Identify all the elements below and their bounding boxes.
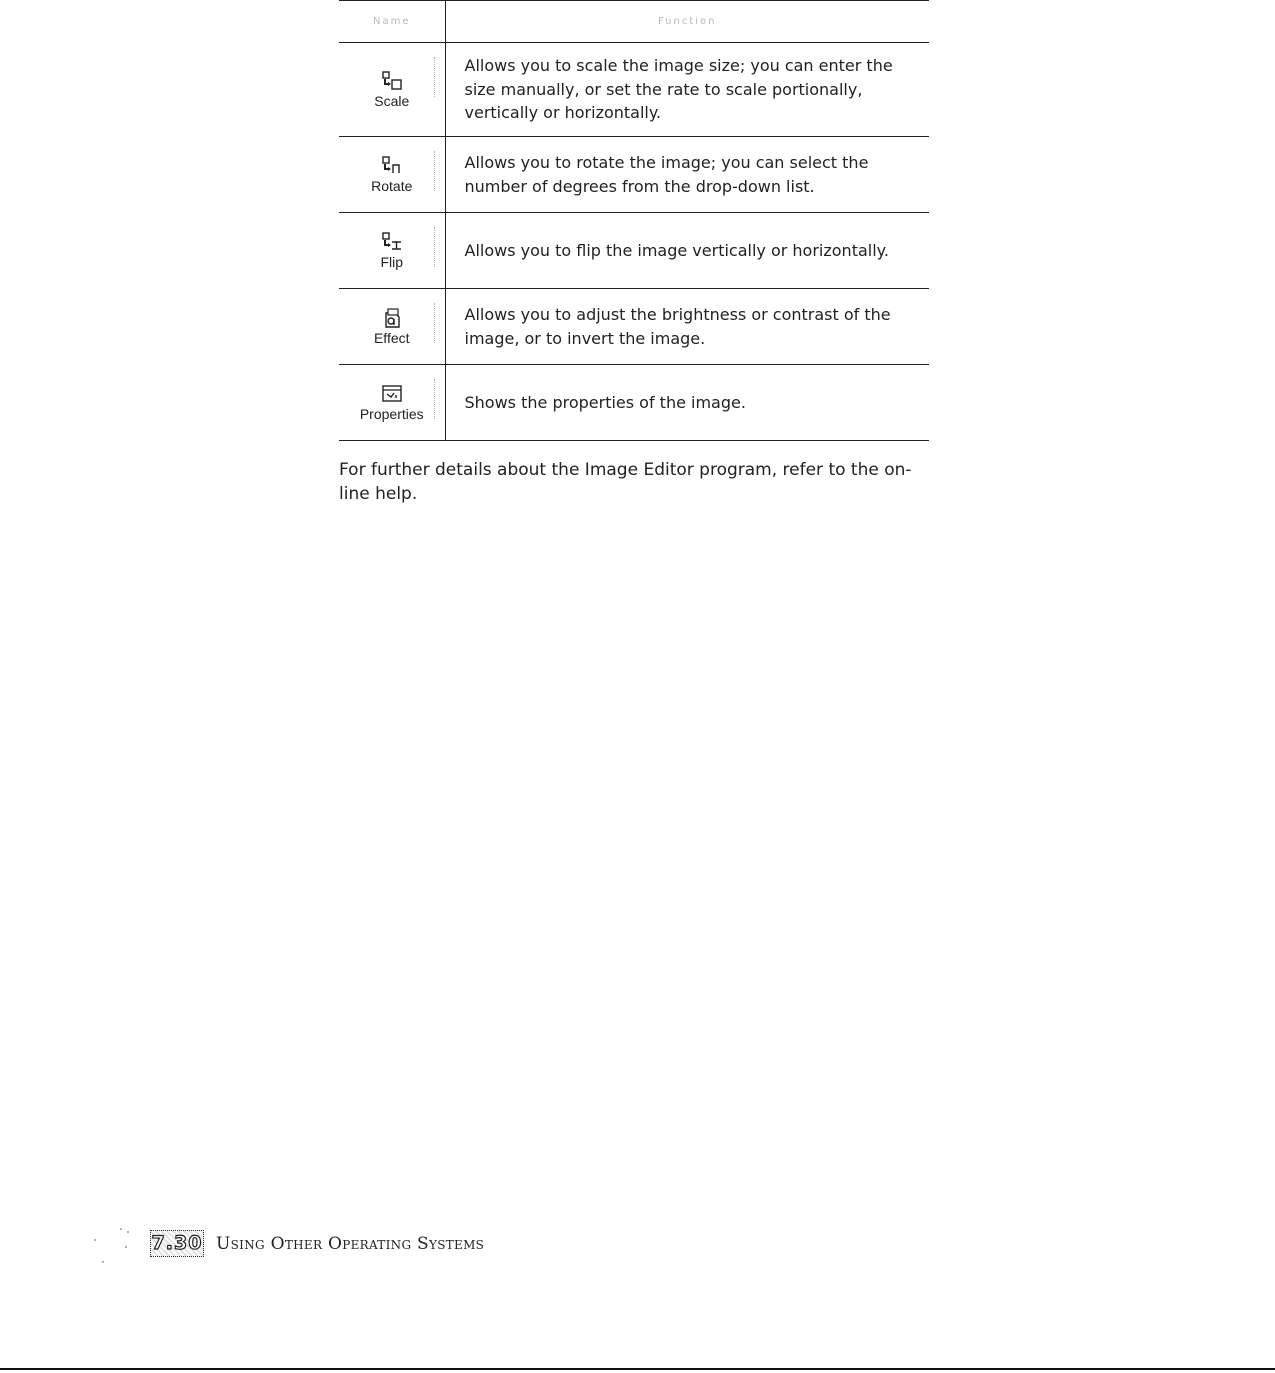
table-header-row (339, 1, 929, 43)
effect-button[interactable] (374, 307, 410, 347)
rotate-button[interactable] (371, 155, 412, 195)
tool-label: Flip (380, 253, 404, 270)
header-name: Name (339, 1, 445, 43)
tool-cell-properties (339, 365, 445, 441)
properties-button[interactable] (360, 383, 424, 423)
tool-description: Allows you to flip the image vertically or horizontally. (445, 213, 929, 289)
tool-cell-scale (339, 43, 445, 137)
tool-cell-rotate (339, 137, 445, 213)
tool-reference-table (339, 0, 929, 441)
dotted-edge (428, 151, 435, 191)
rotate-icon (380, 155, 404, 177)
effect-icon (380, 307, 404, 329)
tool-cell-effect (339, 289, 445, 365)
tool-label: Scale (374, 92, 410, 109)
tool-description: Shows the properties of the image. (445, 365, 929, 441)
flip-icon (380, 231, 404, 253)
flip-button[interactable] (380, 231, 404, 271)
table-row (339, 365, 929, 441)
dotted-edge (428, 303, 435, 343)
properties-icon (380, 383, 404, 405)
scan-specks (93, 1226, 143, 1266)
tool-description: Allows you to adjust the brightness or contrast of the image, or to invert the image. (445, 289, 929, 365)
table-row (339, 43, 929, 137)
running-title: Using Other Operating Systems (216, 1233, 485, 1254)
dotted-edge (428, 227, 435, 267)
page-number-badge: 7.30 (150, 1230, 204, 1257)
tool-label: Effect (373, 329, 410, 346)
scale-icon (380, 70, 404, 92)
tool-description: Allows you to scale the image size; you can enter the size manually, or set the rate to scale portionally, vertically or horizontally. (445, 43, 929, 137)
page-footer (150, 1230, 484, 1257)
tool-cell-flip (339, 213, 445, 289)
table-row (339, 213, 929, 289)
page-bottom-rule (0, 1368, 1275, 1370)
scale-button[interactable] (374, 70, 409, 110)
dotted-edge (428, 379, 435, 419)
table-row (339, 289, 929, 365)
header-function: Function (445, 1, 929, 43)
tool-label: Properties (359, 405, 424, 422)
table-row (339, 137, 929, 213)
further-details-note: For further details about the Image Editor program, refer to the on-line help. (339, 460, 912, 504)
tool-label: Rotate (371, 177, 413, 194)
dotted-edge (428, 57, 435, 97)
tool-description: Allows you to rotate the image; you can select the number of degrees from the drop-down list. (445, 137, 929, 213)
